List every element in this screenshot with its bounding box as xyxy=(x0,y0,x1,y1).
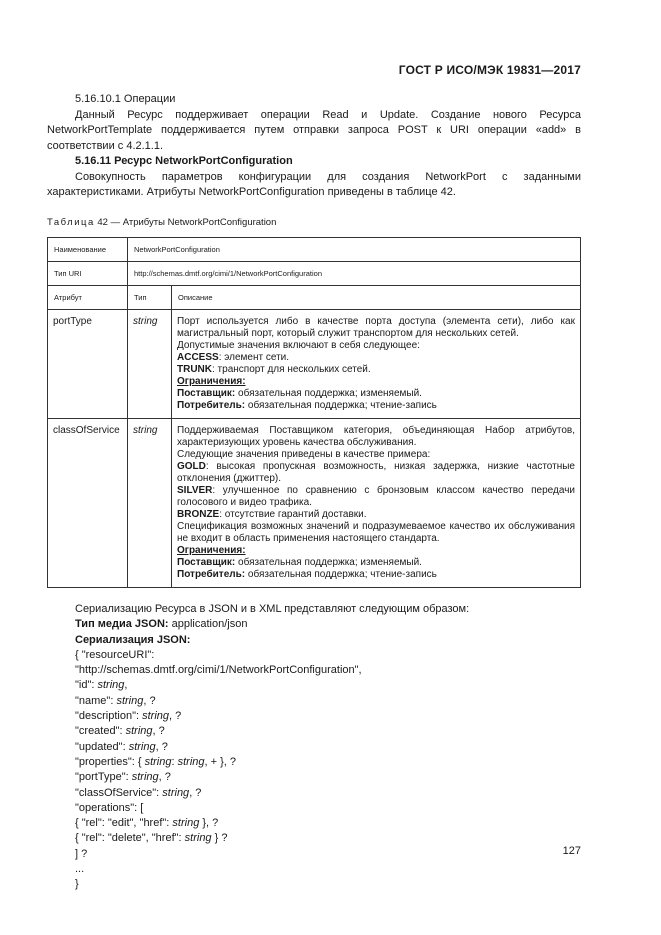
json-line: { "rel": "edit", "href": string }, ? xyxy=(75,817,219,830)
section-heading-networkportconfiguration: 5.16.11 Ресурс NetworkPortConfiguration xyxy=(75,155,293,167)
json-line: "id": string, xyxy=(75,679,128,692)
json-line: { "resourceURI": xyxy=(75,648,155,661)
description-text: Следующие значения приведены в качестве примера: xyxy=(177,449,431,460)
json-line: "name": string, ? xyxy=(75,694,156,707)
constraints-label: Ограничения: xyxy=(177,376,246,387)
attr-type: string xyxy=(128,419,172,588)
cell-name-label: Наименование xyxy=(48,238,128,262)
networkportconfiguration-paragraph: Совокупность параметров конфигурации для создания NetworkPort с заданными характеристиками. Атрибуты NetworkPortConfiguration приведены в таблице 42. xyxy=(47,170,581,198)
description-text: Допустимые значения включают в себя следующее: xyxy=(177,340,420,351)
json-line: ] ? xyxy=(75,847,88,860)
table-caption xyxy=(47,215,581,231)
json-line: "created": string, ? xyxy=(75,725,165,738)
json-heading: Сериализация JSON: xyxy=(75,633,191,646)
json-line: "updated": string, ? xyxy=(75,740,168,753)
document-header: ГОСТ Р ИСО/МЭК 19831—2017 xyxy=(398,63,581,77)
provider-line: Поставщик: обязательная поддержка; изменяемый. xyxy=(177,557,422,568)
table-caption-title: 42 — Атрибуты NetworkPortConfiguration xyxy=(94,216,277,228)
json-line: "description": string, ? xyxy=(75,710,182,723)
consumer-line: Потребитель: обязательная поддержка; чтение-запись xyxy=(177,569,437,580)
value-item: TRUNK: транспорт для нескольких сетей. xyxy=(177,364,371,375)
attributes-table xyxy=(47,237,581,588)
value-item: GOLD: высокая пропускная возможность, низкая задержка, низкие частотные отклонения (джиттер). xyxy=(177,461,575,484)
column-header-attribute: Атрибут xyxy=(48,286,128,310)
description-text: Спецификация возможных значений и подразумеваемое качество их обслуживания не входит в область применения настоящего стандарта. xyxy=(177,521,575,544)
attr-type: string xyxy=(128,310,172,419)
value-item: SILVER: улучшенное по сравнению с бронзовым классом качество передачи голосового и видео трафика. xyxy=(177,485,575,508)
json-serialization-block xyxy=(47,602,581,893)
serialization-intro: Сериализацию Ресурса в JSON и в XML представляют следующим образом: xyxy=(75,603,470,615)
json-line: ... xyxy=(75,863,85,876)
cell-uri-value: http://schemas.dmtf.org/cimi/1/NetworkPortConfiguration xyxy=(128,262,581,286)
table-header-row xyxy=(48,286,581,310)
cell-uri-label: Тип URI xyxy=(48,262,128,286)
column-header-type: Тип xyxy=(128,286,172,310)
json-line: "operations": [ xyxy=(75,801,144,814)
value-item: ACCESS: элемент сети. xyxy=(177,352,290,363)
subsection-heading-operations: 5.16.10.1 Операции xyxy=(75,93,176,105)
description-text: Поддерживаемая Поставщиком категория, объединяющая Набор атрибутов, характеризующих уровень качества обслуживания. xyxy=(177,425,575,448)
json-line: "properties": { string: string, + }, ? xyxy=(75,755,237,768)
attr-description xyxy=(172,419,581,588)
operations-paragraph: Данный Ресурс поддерживает операции Read и Update. Создание нового Ресурса NetworkPortTemplate поддерживается путем отправки запроса POST к URI операции «add» в соответствии с 4.2.1.1. xyxy=(47,108,581,152)
column-header-description: Описание xyxy=(172,286,581,310)
constraints-label: Ограничения: xyxy=(177,545,246,556)
page-content xyxy=(47,92,581,893)
json-line: "portType": string, ? xyxy=(75,771,171,784)
table-row-name xyxy=(48,238,581,262)
table-row-uri xyxy=(48,262,581,286)
provider-line: Поставщик: обязательная поддержка; изменяемый. xyxy=(177,388,422,399)
page-number: 127 xyxy=(562,845,581,857)
attr-name: classOfService xyxy=(48,419,128,588)
consumer-line: Потребитель: обязательная поддержка; чтение-запись xyxy=(177,400,437,411)
json-line: "classOfService": string, ? xyxy=(75,786,202,799)
media-type-line: Тип медиа JSON: application/json xyxy=(75,618,248,631)
json-line: { "rel": "delete", "href": string } ? xyxy=(75,832,228,845)
table-caption-prefix: Таблица xyxy=(47,216,95,228)
table-row xyxy=(48,419,581,588)
description-text: Порт используется либо в качестве порта доступа (элемента сети), либо как магистральный порт, который служит транспортом для нескольких сетей. xyxy=(177,316,575,339)
value-item: BRONZE: отсутствие гарантий доставки. xyxy=(177,509,367,520)
table-row xyxy=(48,310,581,419)
json-line: "http://schemas.dmtf.org/cimi/1/NetworkPortConfiguration", xyxy=(75,664,362,677)
json-line: } xyxy=(75,878,79,891)
cell-name-value: NetworkPortConfiguration xyxy=(128,238,581,262)
attr-name: portType xyxy=(48,310,128,419)
attr-description xyxy=(172,310,581,419)
